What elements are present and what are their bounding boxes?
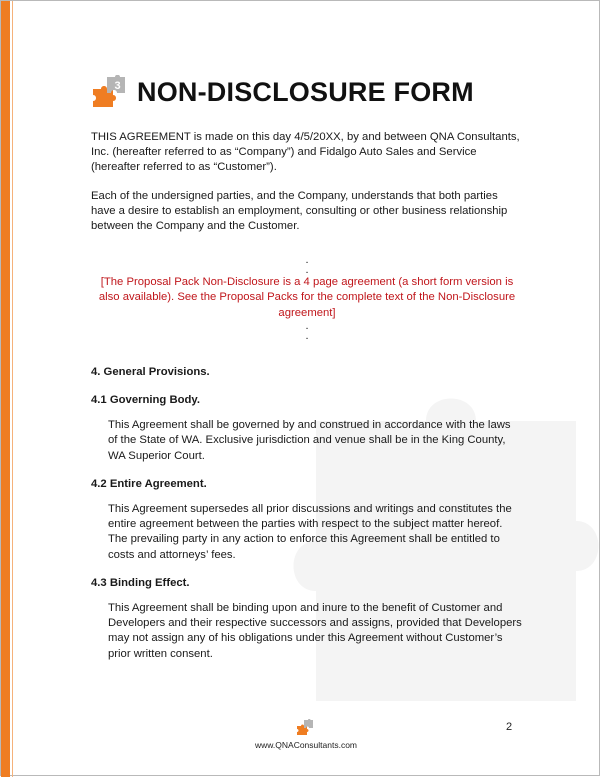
svg-text:3: 3 bbox=[114, 80, 121, 92]
section-text: This Agreement shall be binding upon and inure to the benefit of Customer and Developers and their respective successors and assigns, provided that Developers may not assign any of his obligations under this Agreement without Customer’s prior written consent. bbox=[108, 602, 522, 660]
accent-bar bbox=[1, 1, 10, 777]
accent-line bbox=[12, 1, 13, 777]
section-heading: 4.1 Governing Body. bbox=[91, 394, 201, 407]
page-title: NON-DISCLOSURE FORM bbox=[137, 76, 474, 107]
ellipsis-dot: . bbox=[305, 329, 309, 342]
ellipsis-dot: . bbox=[305, 264, 309, 277]
purpose-paragraph: Each of the undersigned parties, and the Company, understands that both parties have a desire to establish an employment, consulting or other business relationship between the Company and the Customer. bbox=[91, 189, 508, 233]
ellipsis-dot: . bbox=[305, 254, 309, 267]
proposal-pack-note: [The Proposal Pack Non-Disclosure is a 4 page agreement (a short form version is also available). See the Proposal Packs for the complete text of the Non-Disclosure agreement] bbox=[98, 276, 516, 319]
footer-logo-icon bbox=[296, 719, 314, 736]
section-heading: 4.3 Binding Effect. bbox=[91, 576, 190, 589]
document-header bbox=[91, 75, 474, 109]
intro-paragraph: THIS AGREEMENT is made on this day 4/5/20XX, by and between QNA Consultants, Inc. (hereafter referred to as “Company”) and Fidalgo Auto Sales and Service (hereafter referred to as “Customer”). bbox=[91, 131, 520, 174]
puzzle-logo-icon bbox=[91, 75, 127, 109]
footer-website: www.QNAConsultants.com bbox=[254, 740, 358, 750]
section-text: This Agreement shall be governed by and construed in accordance with the laws of the State of WA. Exclusive jurisdiction and venue shall be in the King County, WA Superior Court. bbox=[108, 419, 511, 462]
ellipsis-dot: . bbox=[305, 319, 309, 332]
page-number: 2 bbox=[506, 721, 513, 733]
section-heading: 4.2 Entire Agreement. bbox=[91, 477, 207, 490]
section-text: This Agreement supersedes all prior discussions and writings and constitutes the entire agreement between the parties with respect to the subject matter hereof. The prevailing party in any action to enforce this Agreement shall be entitled to costs and attorneys’ fees. bbox=[108, 503, 512, 561]
section-heading: 4. General Provisions. bbox=[91, 365, 210, 378]
document-body bbox=[91, 130, 523, 675]
